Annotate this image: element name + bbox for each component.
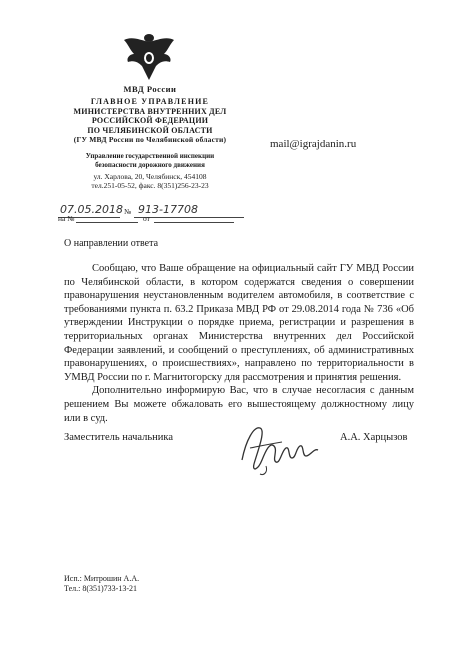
body-paragraph-2: Дополнительно информирую Вас, что в случае несогласия с данным решением Вы можете обжаловать его вышестоящему должностному лицу или в суд. [64, 385, 414, 424]
handwritten-signature-icon [236, 420, 322, 478]
department-header [55, 97, 245, 145]
letter-body [64, 262, 414, 425]
executor-name: Исп.: Митрошин А.А. [64, 574, 140, 583]
ministry-short-name: МВД России [123, 84, 177, 94]
sub-department [55, 152, 245, 170]
dept-line-1: ГЛАВНОЕ УПРАВЛЕНИЕ [90, 97, 210, 106]
ref-date-label: от [143, 214, 150, 223]
body-paragraph-1: Сообщаю, что Ваше обращение на официальный сайт ГУ МВД России по Челябинской области, в котором содержатся сведения о совершении правонарушения неустановленным водителем автомобиля, в соответствие с требованиями пункта п. 63.2 Приказа МВД РФ от 29.08.2014 года № 736 «Об утверждении Инструкции о порядке приема, регистрации и разрешения в территориальных органах Министерства внутренних дел Российской Федерации заявлений, и сообщений о преступлениях, об административных правонарушениях, о происшествиях», направлено по территориальности в УМВД России по г. Магнитогорску для рассмотрения и принятия решения. [64, 263, 414, 383]
executor-phone: Тел.: 8(351)733-13-21 [64, 584, 138, 593]
sub-line-2: безопасности дорожного движения [95, 161, 205, 169]
dept-line-5: (ГУ МВД России по Челябинской области) [73, 135, 227, 144]
executor-info [64, 574, 139, 594]
sub-line-1: Управление государственной инспекции [85, 152, 215, 160]
subject-line: О направлении ответа [64, 238, 159, 249]
signatory-name: А.А. Харцызов [340, 432, 408, 443]
ref-number-label: на № [58, 214, 75, 223]
ref-number-field [76, 214, 138, 223]
double-headed-eagle-emblem-icon [120, 30, 178, 82]
dept-line-4: ПО ЧЕЛЯБИНСКОЙ ОБЛАСТИ [87, 125, 213, 135]
ref-date-field [154, 214, 234, 223]
dept-line-2: МИНИСТЕРСТВА ВНУТРЕННИХ ДЕЛ [73, 106, 227, 116]
date-handwritten: 07.05.2018 [60, 203, 123, 216]
recipient-email: mail@igrajdanin.ru [270, 138, 357, 150]
number-handwritten: 913-17708 [138, 203, 198, 216]
number-label: № [124, 207, 132, 216]
address-block [55, 172, 245, 190]
address-line-2: тел.251-05-52, факс. 8(351)256-23-23 [91, 181, 209, 190]
dept-line-3: РОССИЙСКОЙ ФЕДЕРАЦИИ [91, 116, 209, 125]
signatory-position: Заместитель начальника [64, 432, 174, 443]
address-line-1: ул. Харлова, 20, Челябинск, 454108 [93, 172, 207, 181]
